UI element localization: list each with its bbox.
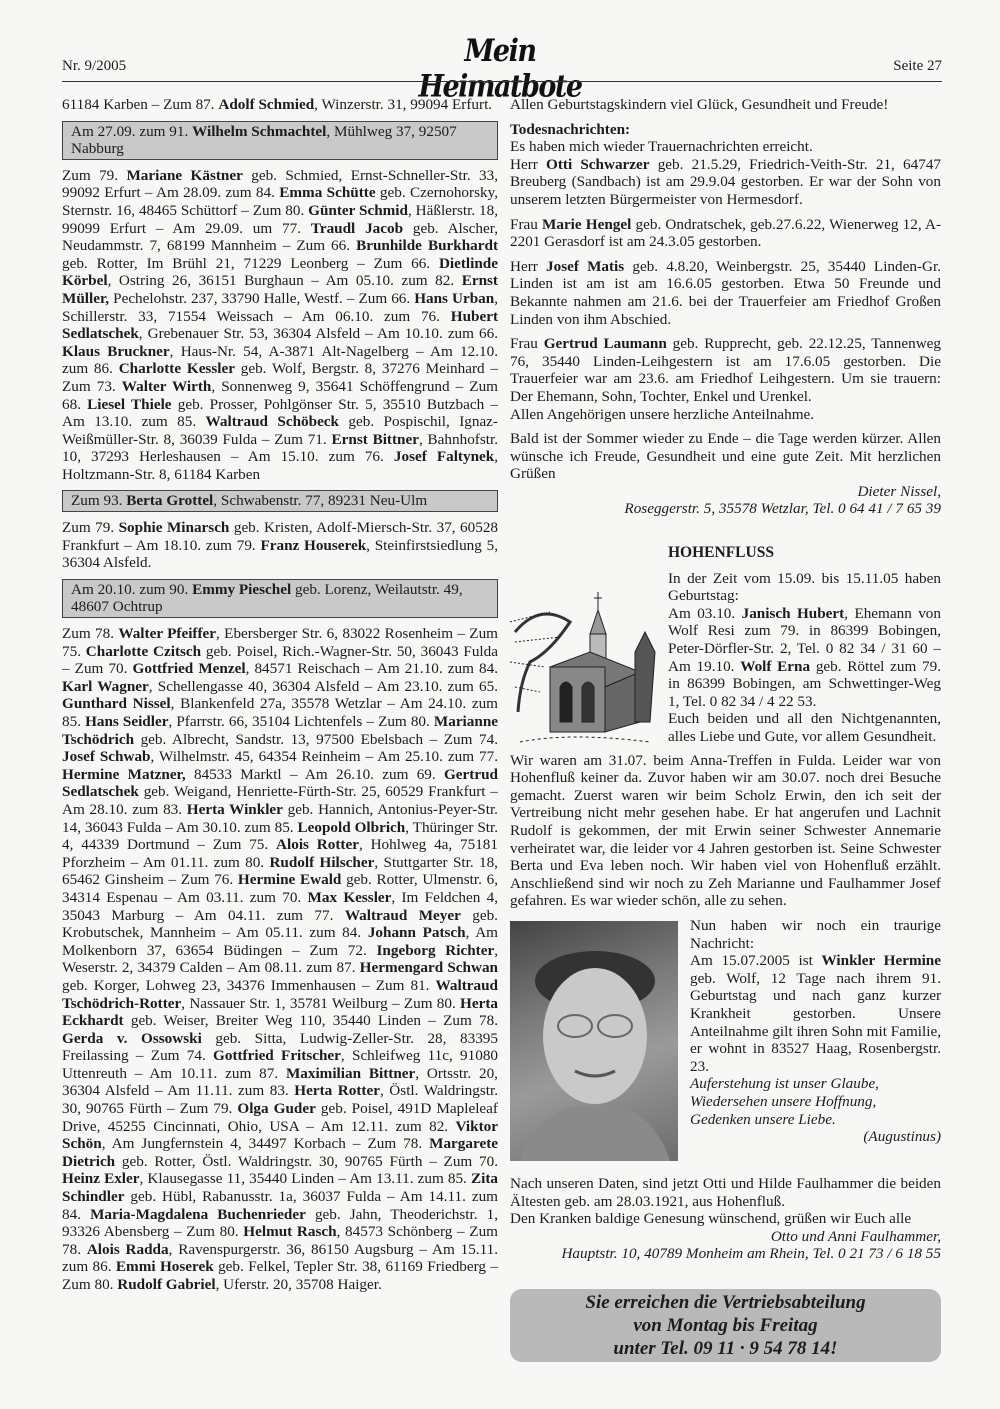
person-name: Franz Houserek [260, 536, 367, 554]
hohenfluss-birthdays [668, 605, 941, 711]
person-name: Marie Hengel [542, 215, 632, 233]
birthday-paragraph [62, 167, 498, 484]
text-segment: geb. Kristen, Adolf-Miersch-Str. 37, 60528 Frankfurt – Am 18.10. zum 79. [62, 519, 499, 554]
person-name: Alois Rotter [276, 836, 359, 854]
text-segment: , Häßlerstr. 18, 99099 Erfurt – Am 29.09. um 77. [62, 201, 498, 237]
text-segment: geb. Rotter, Östl. Waldringstr. 30, 90765 Fürth – Zum 70. [115, 1152, 498, 1170]
text-segment: , Haus-Nr. 54, A-3871 Alt-Nagelberg – Am 12.10. zum 86. [62, 342, 498, 378]
signature-name: Dieter Nissel, [857, 482, 941, 500]
person-name: Margarete Dietrich [62, 1135, 498, 1170]
text-segment: Frau [510, 215, 543, 233]
banner-line: Sie erreichen die Vertriebsabteilung [585, 1292, 866, 1313]
text-segment: , Ortsstr. 20, 36304 Alsfeld – Am 11.11. zum 83. [62, 1064, 498, 1100]
text-segment: geb. 21.5.29, Friedrich-Veith-Str. 21, 64747 Breuberg (Sandbach) ist am 29.9.04 gestorben. Er war der Sohn von unserem letzten Bürgermeister von Hermesdorf. [510, 155, 942, 208]
text-segment: geb. Felkel, Tepler Str. 38, 61169 Friedberg – Zum 80. [62, 1258, 499, 1293]
person-name: Helmut Rasch [243, 1223, 337, 1241]
person-name: Berta Grottel [126, 492, 214, 510]
person-name: Waltraud Tschödrich-Rotter [62, 976, 498, 1012]
person-name: Gottfried Menzel [132, 660, 246, 678]
text-segment: , Hohlweg 4a, 75181 Pforzheim – Am 01.11. zum 80. [62, 836, 498, 871]
text-segment: geb. Schmied, Ernst-Schneller-Str. 33, 99092 Erfurt – Am 28.09. zum 84. [62, 166, 498, 202]
person-name: Otti Schwarzer [546, 155, 650, 173]
text-segment: Zum 79. [62, 519, 119, 537]
visit-report: Wir waren am 31.07. beim Anna-Treffen in Fulda. Leider war von Hohenfluß keiner da. Zuvor haben wir am 30.07. noch drei Besuche gemacht. Zuerst waren wir beim Scholz Erwin, den ich seit der Vertreibung nicht mehr gesehen habe. Er hat angerufen und Lachnit Rudolf is gekommen, der mit Erwin seiner Schwester Annemarie verheiratet war, die leider vor 4 Jahren gestorben ist. Seine Schwester Berta und Eva leben noch. Wir haben viel von Hohenfluß erzählt. Anschließend sind wir noch zu Zeh Marianne und Faulhammer Josef gefahren. Es war wieder schön, alle zu sehen. [510, 751, 941, 910]
deaths-intro: Es haben mich wieder Trauernachrichten erreicht. [510, 138, 813, 156]
person-name: Hermine Ewald [237, 871, 342, 889]
text-segment: , Am Molkenborn 37, 63654 Büdingen – Zum 72. [62, 924, 498, 959]
text-segment: geb. Sitta, Ludwig-Zeller-Str. 28, 83395 Freilassing – Zum 74. [62, 1029, 498, 1065]
text-segment: geb. Lorenz, Weilautstr. 49, 48607 Ochtrup [71, 580, 463, 616]
signature-address: Hauptstr. 10, 40789 Monheim am Rhein, Tel. 0 21 73 / 6 18 55 [561, 1245, 941, 1263]
text-segment: geb. Rotter, Im Brühl 21, 71229 Leonberg – Zum 66. [62, 254, 439, 272]
person-name: Adolf Schmied [218, 96, 315, 113]
right-column [510, 96, 941, 1263]
text-segment: , Schwabenstr. 77, 89231 Neu-Ulm [213, 492, 428, 510]
person-name: Josef Faltynek [393, 448, 495, 466]
text-segment: geb. Prosser, Pohlgönser Str. 5, 35510 Butzbach – Am 13.10. zum 85. [62, 395, 498, 431]
text-segment: 84533 Marktl – Am 26.10. zum 69. [185, 765, 444, 783]
hohenfluss-intro: In der Zeit vom 15.09. bis 15.11.05 haben Geburtstag: [668, 569, 941, 605]
text-segment: 61184 Karben – Zum 87. [62, 96, 219, 113]
person-name: Liesel Thiele [87, 395, 172, 413]
text-segment: , Sonnenweg 9, 35641 Schöffengrund – Zum 68. [62, 377, 498, 413]
person-name: Hubert Sedlatschek [62, 307, 498, 343]
left-column [62, 96, 498, 1301]
banner-line: unter Tel. 09 11 · 9 54 78 14! [613, 1338, 838, 1359]
person-name: Waltraud Schöbeck [205, 413, 339, 431]
person-name: Günter Schmid [308, 201, 408, 219]
person-name: Ernst Müller, [62, 272, 498, 307]
portrait-image [510, 921, 678, 1161]
person-name: Alois Radda [86, 1240, 169, 1258]
hohenfluss-wishes: Euch beiden und all den Nichtgenannten, alles Liebe und Gute, vor allem Gesundheit. [668, 710, 941, 745]
person-name: Dietlinde Körbel [62, 254, 498, 290]
text-segment: , Klausegasse 11, 35440 Linden – Am 13.11. zum 85. [139, 1170, 471, 1188]
text-segment: , Schleifweg 11c, 91080 Uttenreuth – Am 10.11. zum 87. [62, 1047, 499, 1082]
text-segment: , 84573 Schönberg – Zum 78. [62, 1223, 498, 1258]
text-segment: , Am Jungfernstein 4, 34497 Korbach – Zum 78. [101, 1135, 430, 1153]
person-name: Klaus Bruckner [62, 342, 170, 360]
person-name: Rudolf Gabriel [117, 1276, 216, 1293]
text-segment: , Ebersberger Str. 6, 83022 Rosenheim – Zum 75. [62, 625, 498, 660]
person-name: Walter Pfeiffer [118, 625, 217, 643]
text-segment: , Thüringer Str. 4, 44339 Dortmund – Zum 75. [62, 818, 498, 854]
text-segment: geb. Poisel, Rich.-Wagner-Str. 50, 36043 Fulda – Zum 70. [62, 642, 498, 678]
person-name: Gertrud Laumann [543, 335, 667, 353]
portrait-photo [510, 921, 678, 1161]
highlight-box [62, 490, 498, 512]
text-segment: Zum 93. [71, 492, 127, 510]
text-segment: , Winzerstr. 31, 99094 Erfurt. [314, 96, 493, 113]
person-name: Rudolf Hilscher [269, 853, 375, 871]
text-segment: Herr [510, 155, 547, 173]
person-name: Mariane Kästner [126, 166, 243, 184]
person-name: Winkler Hermine [821, 952, 941, 970]
person-name: Marianne Tschödrich [62, 713, 499, 748]
issue-number: Nr. 9/2005 [62, 58, 127, 74]
poem-line: Auferstehung ist unser Glaube, [690, 1075, 879, 1093]
oldest-text: Nach unseren Daten, sind jetzt Otti und Hilde Faulhammer die beiden Ältesten geb. am 28.03.1921, aus Hohenfluß. [510, 1175, 941, 1210]
person-name: Herta Winkler [186, 800, 283, 818]
text-segment: geb. Weiser, Breiter Weg 110, 35440 Linden – Zum 78. [123, 1012, 498, 1030]
text-segment: , Pfarrstr. 66, 35104 Lichtenfels – Zum 80. [168, 713, 434, 730]
person-name: Hermine Matzner, [62, 765, 186, 783]
person-name: Ernst Bittner [331, 430, 419, 448]
text-segment: geb. Poisel, 491D Mapleleaf Drive, 45255 Cincinnati, Ohio, USA – Am 12.11. zum 82. [62, 1100, 498, 1135]
death-notice [510, 216, 941, 251]
header-rule [62, 81, 942, 82]
person-name: Brunhilde Burkhardt [356, 237, 498, 255]
poem-author: (Augustinus) [863, 1128, 941, 1146]
person-name: Karl Wagner [62, 677, 149, 695]
person-name: Gunthard Nissel [62, 695, 171, 713]
person-name: Wolf Erna [740, 657, 811, 675]
person-name: Sophie Minarsch [118, 519, 230, 537]
person-name: Waltraud Meyer [344, 906, 461, 924]
text-segment: geb. Jahn, Theoderichstr. 1, 93326 Abensberg – Zum 80. [62, 1205, 498, 1241]
person-name: Emmy Pieschel [192, 580, 292, 598]
person-name: Charlotte Czitsch [85, 642, 202, 660]
text-segment: , Ravenspurgerstr. 36, 86150 Augsburg – Am 15.11. zum 86. [62, 1240, 499, 1276]
person-name: Ingeborg Richter [376, 941, 495, 959]
text-segment: , Bahnhofstr. 10, 37293 Herleshausen – Am 15.10. zum 76. [62, 430, 499, 466]
death-notice [510, 156, 941, 209]
greeting-text: Den Kranken baldige Genesung wünschend, grüßen wir Euch alle [510, 1210, 912, 1228]
poem-line: Wiedersehen unsere Hoffnung, [690, 1092, 877, 1110]
person-name: Hermengard Schwan [359, 959, 498, 977]
deaths-heading [510, 121, 941, 139]
text-segment: , Steinfirstsiedlung 5, 36304 Alsfeld. [62, 536, 498, 572]
signature-name: Otto und Anni Faulhammer, [770, 1227, 941, 1245]
text-segment: geb. 4.8.20, Weinbergstr. 25, 35440 Linden-Gr. Linden ist am ist am 16.6.05 gestorben. Etwa 50 Freunde und Bekannte nahmen am 21.6. bei der Trauerfeier am Friedhof Großen Linden von ihm Abschied. [510, 257, 941, 328]
text-segment: geb. Czernohorsky, Sternstr. 16, 48465 Schüttorf – Zum 80. [62, 184, 498, 219]
person-name: Olga Guder [237, 1100, 316, 1118]
person-name: Emmi Hoserek [115, 1258, 214, 1276]
text-segment: , Nassauer Str. 1, 35781 Weilburg – Zum 80. [181, 994, 461, 1012]
text-segment: Herr [510, 257, 546, 275]
highlight-box [62, 579, 498, 618]
text-segment: , Holtzmann-Str. 8, 61184 Karben [62, 448, 499, 483]
person-name: Hans Seidler [85, 713, 169, 730]
text-segment: geb. Hübl, Rabanusstr. 1a, 36037 Fulda – Am 14.11. zum 84. [62, 1188, 498, 1223]
text-segment: geb. Hannich, Antonius-Peyer-Str. 14, 36043 Fulda – Am 30.10. zum 85. [62, 800, 498, 836]
sales-contact-banner [510, 1289, 941, 1362]
deaths-heading-text: Todesnachrichten: [510, 120, 631, 138]
person-name: Hans Urban [414, 289, 495, 307]
person-name: Traudl Jacob [310, 219, 404, 237]
text-segment: Zum 79. [62, 166, 127, 184]
text-segment: , Ehemann von Wolf Resi zum 79. in 86399 Bobingen, Peter-Dörfler-Str. 2, Tel. 0 82 34 / 31 60 – Am 19.10. [668, 604, 941, 675]
text-segment: geb. Ondratschek, geb.27.6.22, Wienerweg 12, A-2201 Gerasdorf ist am 24.3.05 gestorben. [510, 215, 942, 251]
text-segment: , 84571 Reischach – Am 21.10. zum 84. [245, 660, 498, 678]
condolence-text: Allen Angehörigen unsere herzliche Anteilnahme. [510, 405, 815, 423]
text-segment: geb. Rupprecht, geb. 22.12.25, Tannenweg 76, 35440 Linden-Leihgestern ist am 17.6.05 gestorben. Die Trauerfeier war am 23.6. am Friedhof Leihgestern. Um sie trauern: Der Ehemann, Sohn, Tochter, Enkel und Urenkel. [510, 335, 941, 405]
text-segment: Pechelohstr. 237, 33790 Halle, Westf. – Zum 66. [109, 289, 415, 307]
poem-line: Gedenken unsere Liebe. [690, 1110, 836, 1128]
text-segment: , Grebenauer Str. 53, 36304 Alsfeld – Am 10.10. zum 66. [138, 325, 498, 343]
text-segment: geb. Wolf, Bergstr. 8, 37276 Meinhard – Zum 73. [62, 360, 498, 395]
person-name: Zita Schindler [62, 1170, 498, 1206]
text-segment: geb. Albrecht, Sandstr. 13, 97500 Ebelsbach – Zum 74. [134, 730, 498, 748]
text-segment: geb. Krobutschek, Mannheim – Am 05.11. zum 84. [62, 906, 498, 942]
person-name: Gottfried Fritscher [213, 1047, 341, 1065]
text-segment: , Östl. Waldringstr. 30, 90765 Fürth – Zum 79. [62, 1082, 498, 1118]
text-segment: Zum 78. [62, 625, 119, 643]
person-name: Gerda v. Ossowski [62, 1029, 202, 1047]
text-segment: geb. Alscher, Neudammstr. 7, 68199 Mannheim – Zum 66. [62, 219, 498, 255]
text-segment: , Mühlweg 37, 92507 Nabburg [71, 122, 457, 158]
person-name: Maximilian Bittner [285, 1064, 416, 1082]
text-segment: , Im Feldchen 4, 35043 Marburg – Am 04.11. zum 77. [62, 888, 498, 924]
text-segment: geb. Weigand, Henriette-Fürth-Str. 25, 60529 Frankfurt – Am 28.10. zum 83. [62, 783, 498, 818]
section-title: HOHENFLUSS [668, 544, 774, 562]
person-name: Max Kessler [307, 888, 392, 906]
death-notice [510, 335, 941, 405]
text-segment: , Ostring 26, 36151 Burghaun – Am 05.10. zum 82. [107, 272, 462, 290]
masthead-logo: Mein Heimatbote [418, 33, 582, 105]
person-name: Johann Patsch [367, 924, 466, 942]
death-notice [510, 258, 941, 328]
text-segment: , Schellengasse 40, 36304 Alsfeld – Am 23.10. zum 65. [148, 677, 499, 695]
person-name: Maria-Magdalena Buchenrieder [90, 1205, 306, 1223]
text-segment: Frau [510, 335, 544, 353]
person-name: Josef Matis [546, 257, 625, 275]
text-segment: Am 03.10. [668, 604, 742, 622]
text-segment: Am 20.10. zum 90. [71, 580, 193, 598]
text-segment: , Uferstr. 20, 35708 Haiger. [215, 1276, 382, 1293]
closing-text: Bald ist der Sommer wieder zu Ende – die Tage werden kürzer. Allen wünsche ich Freude, Gesundheit und eine gute Zeit. Mit herzlichen Grüßen [510, 430, 941, 483]
signature-address: Roseggerstr. 5, 35578 Wetzlar, Tel. 0 64 41 / 7 65 39 [624, 500, 941, 518]
person-name: Gertrud Sedlatschek [62, 765, 498, 801]
birthday-paragraph [62, 96, 498, 114]
wishes-text: Allen Geburtstagskindern viel Glück, Gesundheit und Freude! [510, 96, 889, 113]
page-number: Seite 27 [893, 58, 942, 74]
banner-line: von Montag bis Freitag [633, 1315, 818, 1336]
person-name: Josef Schwab [62, 748, 151, 766]
text-segment: geb. Korger, Lohweg 23, 34376 Immenhausen – Zum 81. [62, 976, 436, 994]
text-segment: , Schillerstr. 33, 71554 Weissach – Am 06.10. zum 76. [62, 289, 498, 325]
person-name: Leopold Olbrich [297, 818, 406, 836]
church-illustration [510, 592, 660, 752]
person-name: Janisch Hubert [741, 604, 845, 622]
text-segment: Am 27.09. zum 91. [71, 122, 193, 140]
text-segment: geb. Röttel zum 79. in 86399 Bobingen, am Schwettinger-Weg 1, Tel. 0 82 34 / 4 22 53. [668, 657, 942, 710]
text-segment: , Blankenfeld 27a, 35578 Wetzlar – Am 24.10. zum 85. [62, 695, 498, 730]
person-name: Wilhelm Schmachtel [192, 122, 327, 140]
birthday-paragraph [62, 625, 498, 1294]
person-name: Walter Wirth [121, 377, 212, 395]
highlight-box [62, 121, 498, 160]
person-name: Charlotte Kessler [118, 360, 235, 378]
person-name: Herta Rotter [294, 1082, 380, 1100]
text-segment: , Wilhelmstr. 45, 64354 Reinheim – Am 25.10. zum 77. [150, 748, 498, 766]
person-name: Viktor Schön [62, 1117, 498, 1153]
text-segment: , Weserstr. 2, 34379 Calden – Am 08.11. zum 87. [62, 941, 499, 977]
person-name: Emma Schütte [279, 184, 376, 202]
birthday-paragraph [62, 519, 498, 572]
text-segment: geb. Rotter, Ulmenstr. 6, 34314 Espenau – Am 03.11. zum 70. [62, 871, 498, 906]
person-name: Herta Eckhardt [62, 994, 498, 1030]
sad-news-intro: Nun haben wir noch ein traurige Nachricht: [690, 917, 941, 952]
text-segment: Am 15.07.2005 ist [690, 952, 822, 970]
text-segment: , Stuttgarter Str. 18, 65462 Ginsheim – Zum 76. [62, 853, 498, 889]
person-name: Heinz Exler [62, 1170, 140, 1188]
text-segment: geb. Wolf, 12 Tage nach ihrem 91. Geburtstag und nach ganz kurzer Krankheit gestorben. Unsere Anteilnahme gilt ihren Sohn mit Familie, er wohnt in 83527 Haag, Rosenbergstr. 23. [690, 969, 941, 1075]
text-segment: geb. Pospischil, Ignaz-Weißmüller-Str. 8, 36039 Fulda – Zum 71. [62, 413, 498, 448]
